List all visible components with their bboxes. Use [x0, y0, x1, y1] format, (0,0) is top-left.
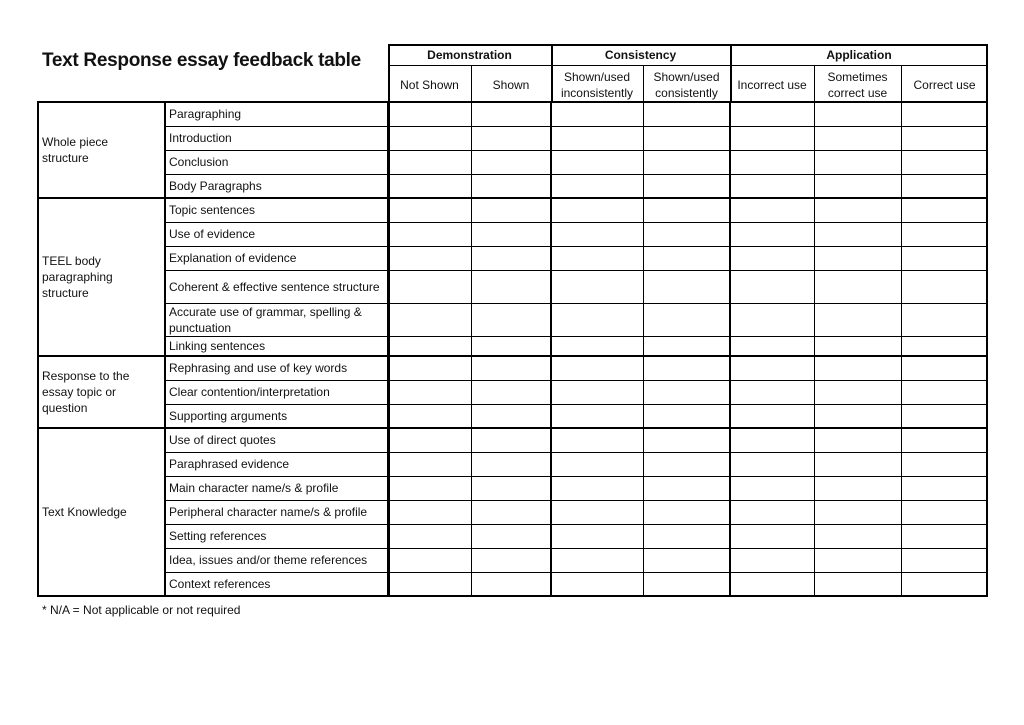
rating-cell[interactable] — [471, 126, 551, 150]
section-border — [37, 595, 988, 597]
rating-cell[interactable] — [643, 222, 730, 246]
rating-cell[interactable] — [730, 102, 814, 126]
rating-cell[interactable] — [388, 500, 471, 524]
left-border — [37, 102, 39, 596]
header-top-border — [388, 44, 988, 46]
column-divider — [901, 65, 902, 102]
rating-cell[interactable] — [901, 336, 988, 356]
rating-cell[interactable] — [901, 198, 988, 222]
group-divider — [730, 44, 732, 102]
rating-cell[interactable] — [814, 303, 901, 336]
criterion-label: Conclusion — [169, 155, 229, 169]
rating-cell[interactable] — [388, 174, 471, 198]
criterion-label: Peripheral character name/s & profile — [169, 505, 368, 519]
rating-cell[interactable] — [471, 404, 551, 428]
rating-cell[interactable] — [388, 548, 471, 572]
rating-cell[interactable] — [551, 126, 643, 150]
header-mid-border — [388, 65, 988, 66]
rating-cell[interactable] — [551, 102, 643, 126]
criterion-label: Topic sentences — [169, 203, 256, 217]
rating-cell[interactable] — [643, 452, 730, 476]
rating-cell[interactable] — [814, 198, 901, 222]
row-border — [164, 404, 988, 405]
group-divider — [986, 44, 988, 102]
rating-cell[interactable] — [388, 572, 471, 596]
rating-cell[interactable] — [471, 222, 551, 246]
criterion-label: Context references — [169, 577, 271, 591]
rating-cell[interactable] — [814, 476, 901, 500]
rating-cell[interactable] — [551, 428, 643, 452]
column-divider — [643, 65, 644, 102]
section-border — [37, 197, 988, 199]
criteria-divider — [387, 102, 390, 596]
rating-cell[interactable] — [814, 404, 901, 428]
rating-cell[interactable] — [814, 548, 901, 572]
rating-cell[interactable] — [814, 572, 901, 596]
rating-cell[interactable] — [643, 336, 730, 356]
rating-cell[interactable] — [551, 222, 643, 246]
header-column: Shown/used inconsistently — [560, 69, 634, 100]
rating-cell[interactable] — [388, 222, 471, 246]
rating-cell[interactable] — [814, 524, 901, 548]
column-divider — [901, 102, 902, 596]
rating-cell[interactable] — [730, 336, 814, 356]
criterion-label: Supporting arguments — [169, 409, 288, 423]
section-label: Response to the essay topic or question — [42, 369, 130, 415]
rating-cell[interactable] — [471, 572, 551, 596]
rating-cell[interactable] — [901, 174, 988, 198]
rating-cell[interactable] — [471, 198, 551, 222]
criterion-label: Accurate use of grammar, spelling & punctuation — [169, 304, 362, 335]
rating-cell[interactable] — [814, 222, 901, 246]
rating-cell[interactable] — [901, 380, 988, 404]
rating-cell[interactable] — [471, 500, 551, 524]
rating-cell[interactable] — [388, 476, 471, 500]
rating-cell[interactable] — [471, 356, 551, 380]
criterion-label: Use of direct quotes — [169, 433, 276, 447]
column-divider — [471, 65, 472, 102]
rating-cell[interactable] — [388, 126, 471, 150]
rating-cell[interactable] — [643, 524, 730, 548]
rating-cell[interactable] — [551, 356, 643, 380]
rating-cell[interactable] — [471, 246, 551, 270]
rating-cell[interactable] — [551, 404, 643, 428]
rating-cell[interactable] — [643, 150, 730, 174]
criterion-label: Coherent & effective sentence structure — [169, 279, 380, 294]
column-divider — [643, 102, 644, 596]
criterion-label: Body Paragraphs — [169, 179, 262, 193]
rating-cell[interactable] — [388, 380, 471, 404]
rating-cell[interactable] — [551, 174, 643, 198]
rating-cell[interactable] — [643, 198, 730, 222]
rating-cell[interactable] — [901, 548, 988, 572]
rating-cell[interactable] — [388, 270, 471, 303]
row-border — [164, 572, 988, 573]
rating-cell[interactable] — [471, 452, 551, 476]
group-divider — [388, 44, 390, 102]
criterion-label: Setting references — [169, 529, 267, 543]
row-border — [164, 126, 988, 127]
rating-cell[interactable] — [901, 452, 988, 476]
row-border — [164, 270, 988, 271]
rating-cell[interactable] — [471, 336, 551, 356]
rating-cell[interactable] — [730, 404, 814, 428]
rating-cell[interactable] — [388, 404, 471, 428]
row-border — [164, 336, 988, 337]
rating-cell[interactable] — [551, 500, 643, 524]
rating-cell[interactable] — [730, 524, 814, 548]
column-divider — [471, 102, 472, 596]
group-divider — [729, 102, 731, 596]
rating-cell[interactable] — [471, 476, 551, 500]
criterion-label: Paraphrased evidence — [169, 457, 290, 471]
header-column: Sometimes correct use — [827, 69, 888, 100]
rating-cell[interactable] — [643, 500, 730, 524]
row-border — [164, 452, 988, 453]
rating-cell[interactable] — [730, 270, 814, 303]
criterion-label: Linking sentences — [169, 339, 266, 353]
row-border — [164, 150, 988, 151]
rating-cell[interactable] — [814, 336, 901, 356]
rating-cell[interactable] — [730, 150, 814, 174]
rating-cell[interactable] — [551, 572, 643, 596]
rating-cell[interactable] — [643, 572, 730, 596]
rating-cell[interactable] — [730, 126, 814, 150]
rating-cell[interactable] — [901, 500, 988, 524]
criterion-label: Use of evidence — [169, 227, 256, 241]
rating-cell[interactable] — [551, 246, 643, 270]
row-border — [164, 303, 988, 304]
criterion-label: Clear contention/interpretation — [169, 385, 330, 399]
rating-cell[interactable] — [730, 500, 814, 524]
rating-cell[interactable] — [901, 246, 988, 270]
criterion-label: Idea, issues and/or theme references — [169, 553, 368, 567]
rating-cell[interactable] — [730, 246, 814, 270]
rating-cell[interactable] — [643, 476, 730, 500]
rating-cell[interactable] — [814, 452, 901, 476]
section-label: Text Knowledge — [42, 505, 127, 519]
rating-cell[interactable] — [901, 126, 988, 150]
label-divider — [164, 102, 166, 596]
section-border — [37, 355, 988, 357]
rating-cell[interactable] — [471, 102, 551, 126]
rating-cell[interactable] — [901, 222, 988, 246]
feedback-table — [37, 44, 988, 604]
row-border — [164, 380, 988, 381]
rating-cell[interactable] — [551, 476, 643, 500]
header-column: Incorrect use — [737, 77, 807, 92]
rating-cell[interactable] — [388, 150, 471, 174]
rating-cell[interactable] — [901, 476, 988, 500]
rating-cell[interactable] — [730, 572, 814, 596]
row-border — [164, 500, 988, 501]
rating-cell[interactable] — [730, 222, 814, 246]
section-label: TEEL body paragraphing structure — [42, 254, 113, 300]
rating-cell[interactable] — [901, 150, 988, 174]
rating-cell[interactable] — [551, 303, 643, 336]
rating-cell[interactable] — [551, 452, 643, 476]
row-border — [164, 524, 988, 525]
rating-cell[interactable] — [643, 126, 730, 150]
rating-cell[interactable] — [388, 198, 471, 222]
rating-cell[interactable] — [643, 404, 730, 428]
rating-cell[interactable] — [388, 102, 471, 126]
rating-cell[interactable] — [471, 150, 551, 174]
header-group: Consistency — [604, 47, 677, 62]
group-divider — [550, 102, 552, 596]
rating-cell[interactable] — [388, 246, 471, 270]
page-title: Text Response essay feedback table — [42, 50, 361, 71]
table-top-border — [37, 101, 988, 103]
row-border — [164, 476, 988, 477]
rating-cell[interactable] — [471, 428, 551, 452]
rating-cell[interactable] — [643, 356, 730, 380]
rating-cell[interactable] — [388, 336, 471, 356]
header-column: Correct use — [913, 77, 976, 92]
rating-cell[interactable] — [814, 270, 901, 303]
rating-cell[interactable] — [643, 270, 730, 303]
criterion-label: Introduction — [169, 131, 232, 145]
right-border — [986, 102, 988, 596]
rating-cell[interactable] — [901, 428, 988, 452]
section-label: Whole piece structure — [42, 135, 109, 165]
rating-cell[interactable] — [551, 548, 643, 572]
footnote: * N/A = Not applicable or not required — [42, 603, 241, 617]
row-border — [164, 222, 988, 223]
rating-cell[interactable] — [814, 150, 901, 174]
rating-cell[interactable] — [730, 198, 814, 222]
rating-cell[interactable] — [730, 476, 814, 500]
section-border — [37, 427, 988, 429]
column-divider — [814, 102, 815, 596]
criterion-label: Explanation of evidence — [169, 251, 297, 265]
rating-cell[interactable] — [730, 356, 814, 380]
rating-cell[interactable] — [901, 356, 988, 380]
rating-cell[interactable] — [901, 404, 988, 428]
row-border — [164, 548, 988, 549]
rating-cell[interactable] — [901, 102, 988, 126]
header-column: Shown/used consistently — [653, 69, 720, 100]
header-group: Demonstration — [427, 47, 512, 62]
rating-cell[interactable] — [730, 548, 814, 572]
rating-cell[interactable] — [901, 524, 988, 548]
rating-cell[interactable] — [471, 380, 551, 404]
rating-cell[interactable] — [643, 174, 730, 198]
rating-cell[interactable] — [730, 428, 814, 452]
criterion-label: Main character name/s & profile — [169, 481, 339, 495]
rating-cell[interactable] — [388, 524, 471, 548]
rating-cell[interactable] — [814, 380, 901, 404]
header-group: Application — [826, 47, 892, 62]
rating-cell[interactable] — [643, 428, 730, 452]
row-border — [164, 174, 988, 175]
rating-cell[interactable] — [643, 548, 730, 572]
rating-cell[interactable] — [901, 303, 988, 336]
rating-cell[interactable] — [814, 500, 901, 524]
rating-cell[interactable] — [388, 452, 471, 476]
rating-cell[interactable] — [643, 380, 730, 404]
rating-cell[interactable] — [814, 428, 901, 452]
row-border — [164, 246, 988, 247]
rating-cell[interactable] — [551, 198, 643, 222]
rating-cell[interactable] — [388, 428, 471, 452]
rating-cell[interactable] — [471, 548, 551, 572]
column-divider — [814, 65, 815, 102]
criterion-label: Paragraphing — [169, 107, 242, 121]
rating-cell[interactable] — [551, 336, 643, 356]
rating-cell[interactable] — [814, 102, 901, 126]
rating-cell[interactable] — [388, 356, 471, 380]
rating-cell[interactable] — [730, 303, 814, 336]
rating-cell[interactable] — [388, 303, 471, 336]
rating-cell[interactable] — [551, 380, 643, 404]
rating-cell[interactable] — [551, 150, 643, 174]
rating-cell[interactable] — [471, 303, 551, 336]
rating-cell[interactable] — [471, 524, 551, 548]
rating-cell[interactable] — [643, 246, 730, 270]
rating-cell[interactable] — [471, 174, 551, 198]
rating-cell[interactable] — [901, 572, 988, 596]
rating-cell[interactable] — [901, 270, 988, 303]
rating-cell[interactable] — [730, 452, 814, 476]
rating-cell[interactable] — [814, 356, 901, 380]
rating-cell[interactable] — [471, 270, 551, 303]
criterion-label: Rephrasing and use of key words — [169, 361, 348, 375]
header-column: Shown — [492, 77, 530, 92]
rating-cell[interactable] — [814, 126, 901, 150]
rating-cell[interactable] — [551, 524, 643, 548]
rating-cell[interactable] — [814, 174, 901, 198]
group-divider — [551, 44, 553, 102]
header-column: Not Shown — [400, 77, 459, 92]
rating-cell[interactable] — [643, 102, 730, 126]
rating-cell[interactable] — [643, 303, 730, 336]
rating-cell[interactable] — [814, 246, 901, 270]
rating-cell[interactable] — [730, 380, 814, 404]
rating-cell[interactable] — [730, 174, 814, 198]
rating-cell[interactable] — [551, 270, 643, 303]
